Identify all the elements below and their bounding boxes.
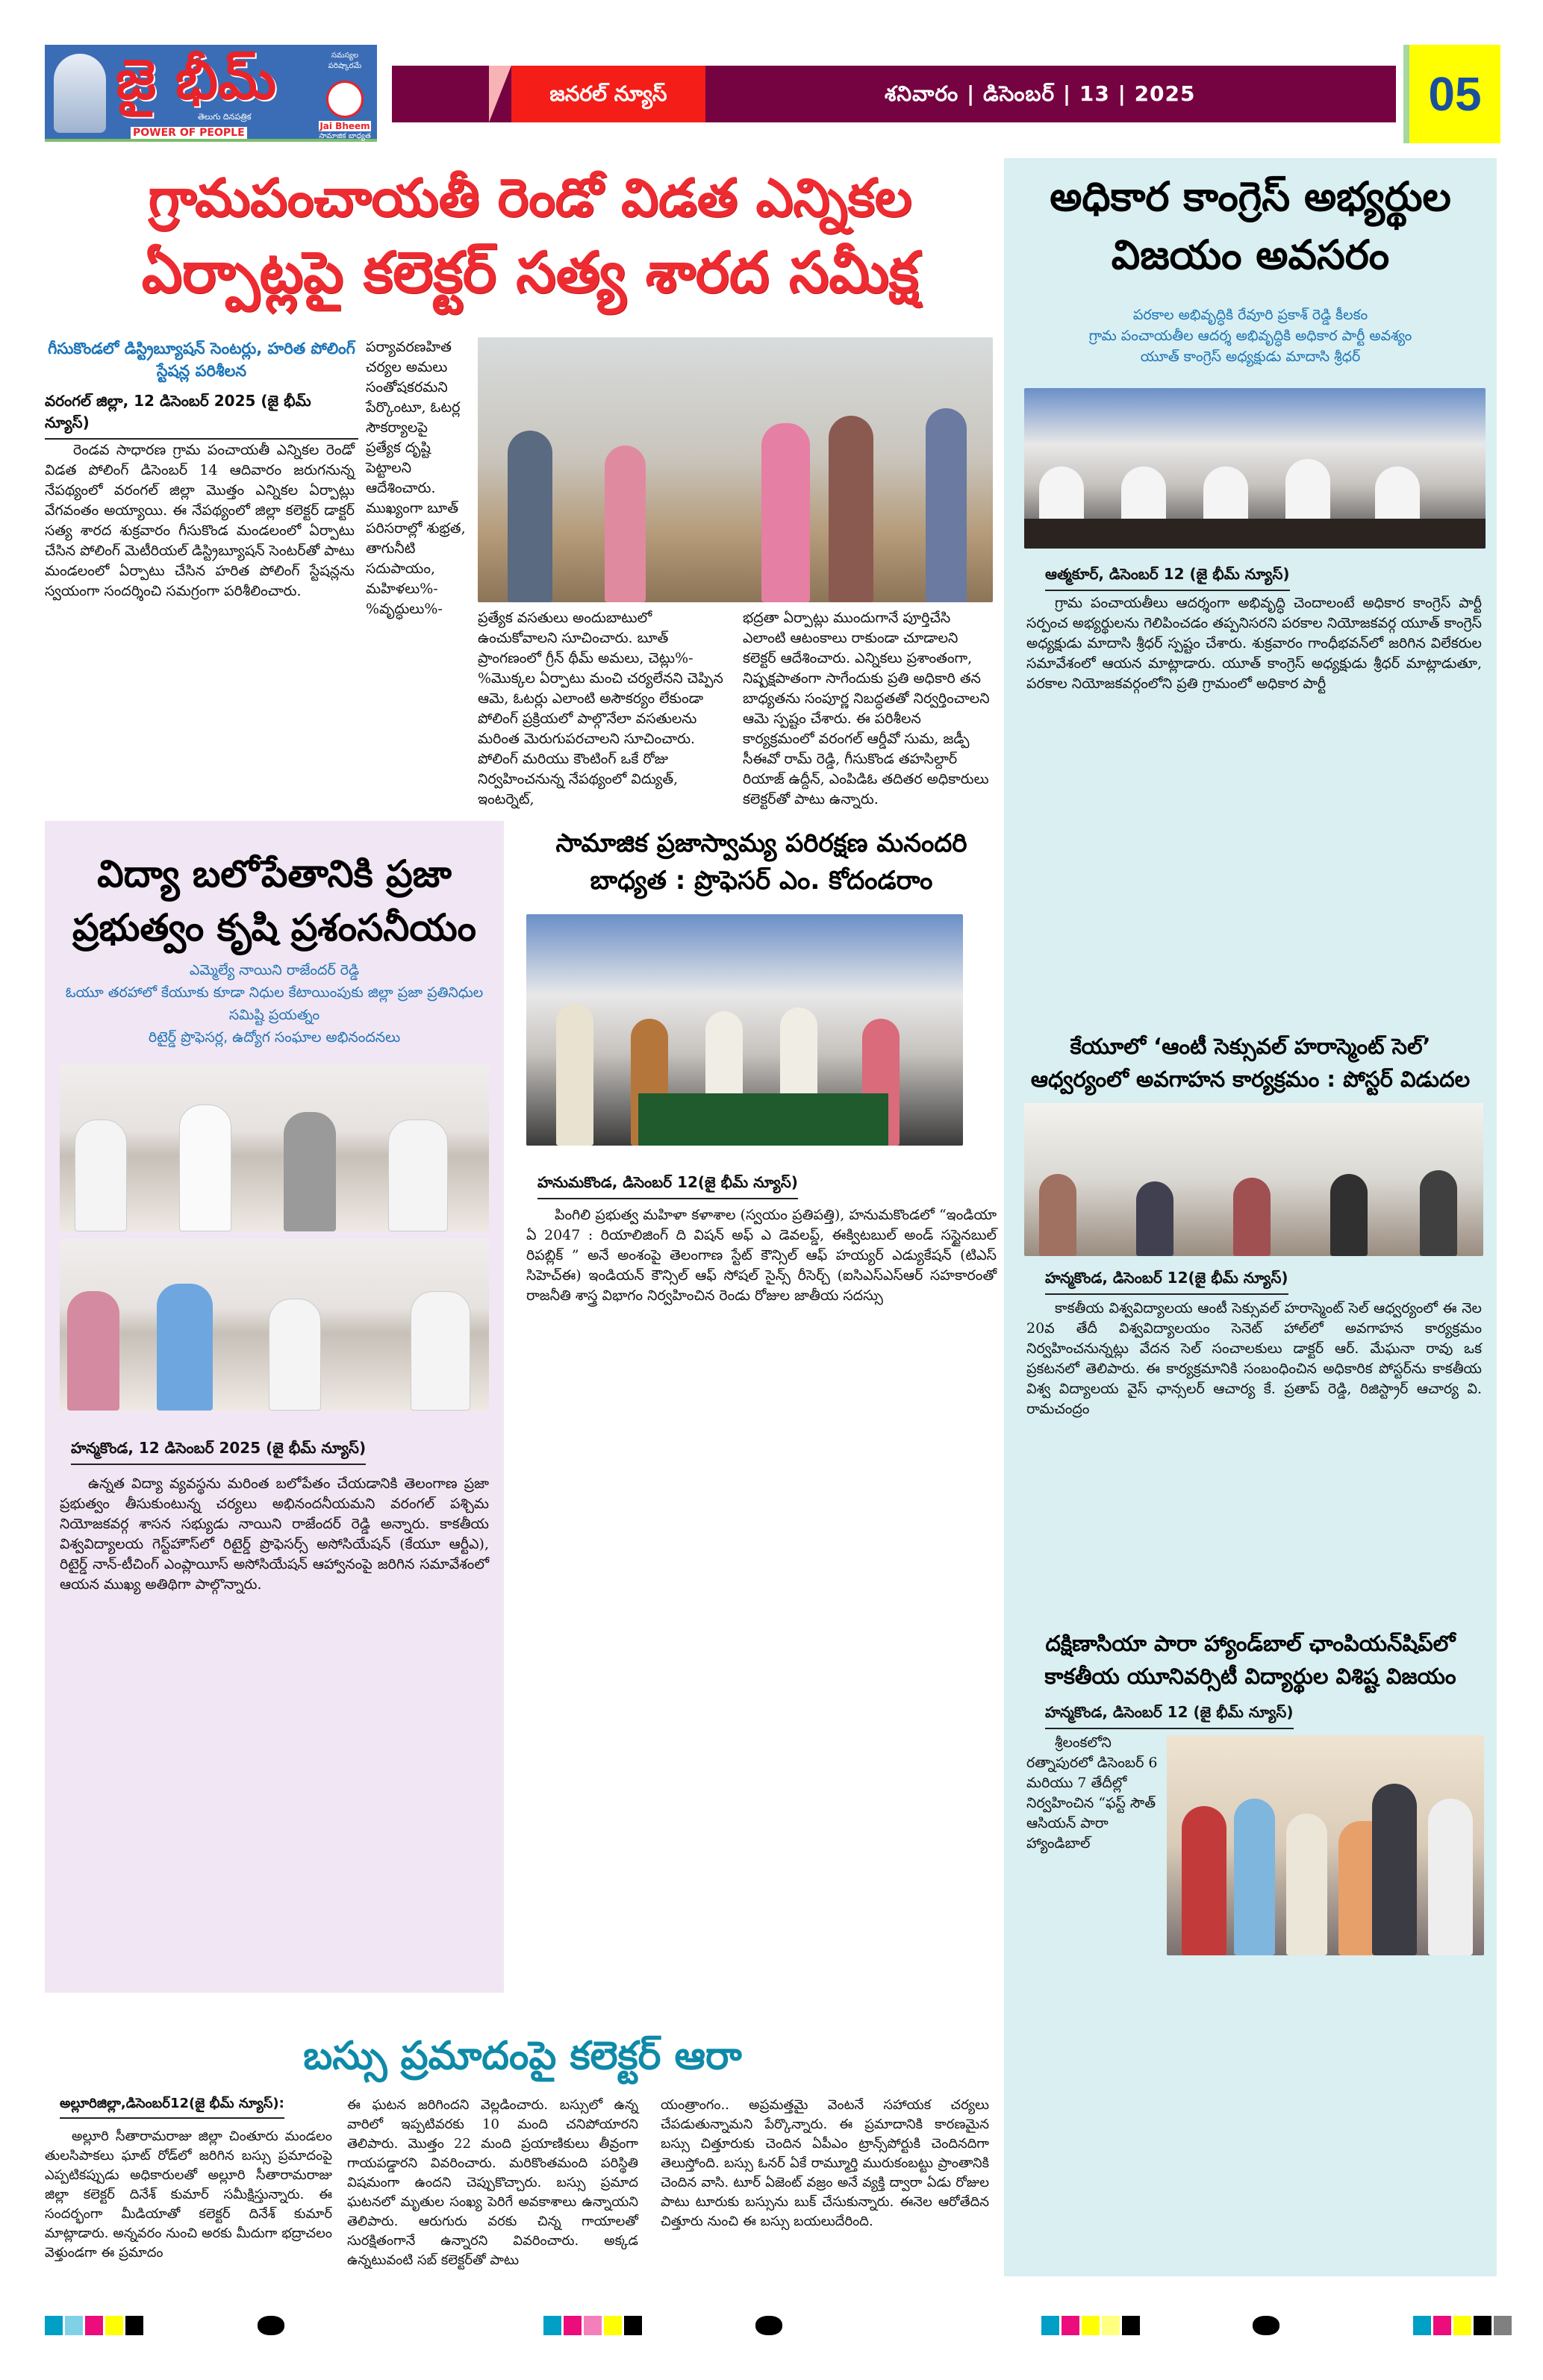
newspaper-logo — [45, 45, 377, 142]
education-dateline: హన్మకొండ, 12 డిసెంబర్ 2025 (జై భీమ్ న్యూస్) — [71, 1439, 366, 1465]
logo-side-bottom: సామాజిక బాధ్యత — [319, 132, 371, 140]
bus-body-paragraph: యంత్రాంగం.. అప్రమత్తమై వెంటనే సహాయక చర్యలు చేపడుతున్నామని పేర్కొన్నారు. ఈ ప్రమాదానికి కారణమైన బస్సు చిత్తూరుకు చెందిన ఏపీఎం ట్రాన్స్‌పోర్టుకి చెందినదిగా తెలుస్తోంది. బస్సు ఓనర్ ఏకే రామ్మూర్తి మురుకంబట్టు ప్రాంతానికి చెందిన వాసి. టూర్ ఏజెంట్ వజ్రం అనే వ్యక్తి ద్వారా ఏడు రోజుల పాటు టూరుకు బస్సును బుక్ చేసుకున్నారు. ఈనెల ఆరోతేదిన చిత్తూరు నుంచి ఈ బస్సు బయలుదేరింది. — [661, 2097, 989, 2229]
handball-dateline: హన్మకొండ, డిసెంబర్ 12 (జై భీమ్ న్యూస్) — [1045, 1703, 1294, 1729]
registration-mark — [755, 2316, 782, 2335]
education-subheads — [60, 959, 489, 1049]
bus-headline: బస్సు ప్రమాదంపై కలెక్టర్ ఆరా — [303, 2034, 742, 2078]
date-month: డిసెంబర్ — [982, 81, 1056, 106]
main-body-col1 — [45, 440, 355, 602]
congress-subhead-3: యూత్ కాంగ్రెస్ అధ్యక్షుడు మాదాసి శ్రీధర్ — [1140, 349, 1361, 365]
color-registration-bar — [543, 2316, 642, 2335]
issue-date: శనివారం | డిసెంబర్ | 13 | 2025 — [885, 81, 1196, 106]
date-year: 2025 — [1134, 81, 1196, 106]
handball-dateline-wrap — [1045, 1703, 1478, 1734]
ku-poster-release-photo — [1024, 1103, 1483, 1256]
header-bar — [392, 66, 1396, 122]
congress-subheads — [1015, 304, 1486, 367]
color-registration-bar — [1041, 2316, 1140, 2335]
bus-body-paragraph: ఈ ఘటన జరిగిందని వెల్లడించారు. బస్సులో ఉన్న వారిలో ఇప్పటివరకు 10 మంది చనిపోయారని తెలిపారు. మొత్తం 22 మంది ప్రయాణికులు తీవ్రంగా గాయపడ్డారని వివరించారు. మరికొంతమంది పరిస్థితి విషమంగా ఉందని చెప్పుకొచ్చారు. బస్సు ప్రమాద ఘటనలో మృతుల సంఖ్య పెరిగే అవకాశాలు ఉన్నాయని తెలిపారు. ఆరుగురు వరకు చిన్న గాయాలతో సురక్షితంగానే ఉన్నారని వివరించారు. అక్కడ ఉన్నటువంటి సబ్ కలెక్టర్‌తో పాటు — [347, 2097, 638, 2268]
main-dateline: వరంగల్ జిల్లా, 12 డిసెంబర్ 2025 (జై భీమ్ న్యూస్) — [45, 392, 358, 440]
education-body-paragraph: ఉన్నత విద్యా వ్యవస్థను మరింత బలోపేతం చేయడానికి తెలంగాణ ప్రజా ప్రభుత్వం తీసుకుంటున్న చర్యలు అభినందనీయమని వరంగల్ పశ్చిమ నియోజకవర్గ శాసన సభ్యుడు నాయిని రాజేందర్ రెడ్డి అన్నారు. కాకతీయ విశ్వవిద్యాలయ గెస్ట్‌హౌస్‌లో రిటైర్డ్ ప్రొఫెసర్స్ అసోసియేషన్ (కేయూ ఆర్టీఎ), రిటైర్డ్ నాన్-టీచింగ్ ఎంప్లాయీస్ అసోసియేషన్ ఆహ్వానంపై జరిగిన సమావేశంలో ఆయన ముఖ్య అతిథిగా పాల్గొన్నారు. — [60, 1475, 489, 1593]
main-body-paragraph: భద్రతా ఏర్పాట్లు ముందుగానే పూర్తిచేసి ఎలాంటి ఆటంకాలు రాకుండా చూడాలని కలెక్టర్ ఆదేశించారు. ఎన్నికలు ప్రశాంతంగా, నిష్పక్షపాతంగా సాగేందుకు ప్రతి అధికారి తన బాధ్యతను సంపూర్ణ నిబద్ధతతో నిర్వర్తించాలని ఆమె స్పష్టం చేశారు. ఈ పరిశీలన కార్యక్రమంలో వరంగల్ ఆర్డీవో సుమ, జడ్పీ సీఈవో రామ్ రెడ్డి, గీసుకొండ తహసిల్దార్ రియాజ్ ఉద్దీన్, ఎంపిడిఓ తదితర అధికారులు కలెక్టర్‌తో పాటు ఉన్నారు. — [743, 610, 990, 808]
section-label: జనరల్ న్యూస్ — [511, 66, 705, 122]
logo-subtitle: తెలుగు దినపత్రిక — [198, 112, 252, 122]
main-body-paragraph: ప్రత్యేక వసతులు అందుబాటులో ఉంచుకోవాలని సూచించారు. బూత్ ప్రాంగణంలో గ్రీన్ థీమ్ అమలు, చెట్లు%-%మొక్కల ఏర్పాటు మంచి చర్యలేనని చెప్పిన ఆమె, ఓటర్లు ఎలాంటి అసౌకర్యం లేకుండా పోలింగ్ ప్రక్రియలో పాల్గొనేలా వసతులను మరింత మెరుగుపరచాలని సూచించారు. పోలింగ్ మరియు కౌంటింగ్ ఒకే రోజు నిర్వహించనున్న నేపథ్యంలో విద్యుత్, ఇంటర్నెట్, — [478, 610, 723, 808]
handball-headline-line2: కాకతీయ యూనివర్సిటీ విద్యార్థుల విశిష్ట విజయం — [1044, 1664, 1456, 1689]
education-subhead-1: ఎమ్మెల్యే నాయిని రాజేందర్ రెడ్డి — [189, 962, 360, 978]
handball-winners-photo — [1167, 1735, 1484, 1955]
democracy-seminar-photo — [526, 914, 963, 1146]
main-dateline-wrap — [45, 392, 358, 444]
main-body-col4 — [743, 608, 993, 810]
registration-mark — [258, 2316, 284, 2335]
education-dateline-wrap — [71, 1439, 489, 1469]
page-number-box — [1403, 45, 1500, 143]
education-photo-1 — [60, 1063, 489, 1231]
ku-dateline-wrap — [1045, 1269, 1478, 1299]
ribbon-fold — [489, 66, 511, 122]
logo-tv-name: Jai Bheem — [319, 121, 370, 131]
date-day: శనివారం — [885, 81, 959, 106]
congress-body — [1026, 593, 1482, 694]
congress-headline: అధికార కాంగ్రెస్ అభ్యర్థుల విజయం అవసరం — [1050, 173, 1451, 278]
main-headline — [60, 160, 1000, 310]
ku-body — [1026, 1299, 1482, 1419]
congress-subhead-1: పరకాల అభివృద్ధికి రేవూరి ప్రకాశ్ రెడ్డి కీలకం — [1132, 307, 1368, 323]
logo-side-top: సమస్యల పరిష్కారమే — [328, 51, 362, 70]
education-subhead-2: ఓయూ తరహాలో కేయూకు కూడా నిధుల కేటాయింపుకు జిల్లా ప్రజా ప్రతినిధుల సమిష్టి ప్రయత్నం — [65, 984, 484, 1023]
handball-body-paragraph: శ్రీలంకలోని రత్నాపురలో డిసెంబర్ 6 మరియు 7 తేదీల్లో నిర్వహించిన “ఫస్ట్ సౌత్ ఆసియన్ పారా హ్యాండిబాల్ — [1026, 1734, 1158, 1852]
education-headline: విద్యా బలోపేతానికి ప్రజా ప్రభుత్వం కృషి ప్రశంసనీయం — [72, 852, 476, 949]
democracy-headline: సామాజిక ప్రజాస్వామ్య పరిరక్షణ మనందరి బాధ్యత : ప్రొఫెసర్ ఎం. కోదండరాం — [555, 828, 967, 896]
bus-body-col2 — [347, 2096, 638, 2270]
congress-body-paragraph: గ్రామ పంచాయతీలు ఆదర్శంగా అభివృద్ధి చెందాలంటే అధికార కాంగ్రెస్ పార్టీ సర్పంచ అభ్యర్థులను గెలిపించడం తప్పనిసరని పరకాల నియోజకవర్గ యూత్ కాంగ్రెస్ అధ్యక్షుడు మాదాసి శ్రీధర్ స్పష్టం చేశారు. శుక్రవారం గాంధీభవన్‌లో జరిగిన విలేకరుల సమావేశంలో ఆయన మాట్లాడారు. యూత్ కాంగ్రెస్ అధ్యక్షుడు శ్రీధర్ మాట్లాడుతూ, పరకాల నియోజకవర్గంలోని ప్రతి గ్రామంలో అధికార పార్టీ — [1026, 595, 1482, 692]
color-registration-bar — [45, 2316, 143, 2335]
democracy-dateline-wrap — [537, 1173, 985, 1204]
handball-body — [1026, 1733, 1161, 1854]
collector-inspection-photo — [478, 337, 993, 602]
logo-tagline: POWER OF PEOPLE — [131, 127, 247, 139]
main-headline-line2: ఏర్పాట్లపై కలెక్టర్ సత్య శారద సమీక్ష — [141, 239, 919, 305]
main-body-col3 — [478, 608, 732, 810]
ku-headline-line1: కేయూలో ‘ఆంటీ సెక్సువల్ హరాస్మెంట్ సెల్’ — [1070, 1034, 1431, 1059]
ku-dateline: హన్మకొండ, డిసెంబర్ 12(జై భీమ్ న్యూస్) — [1045, 1269, 1288, 1295]
education-photo-2 — [60, 1239, 489, 1411]
bus-dateline-wrap — [60, 2096, 328, 2123]
tv-emblem-icon — [326, 81, 364, 118]
main-body-paragraph: రెండవ సాధారణ గ్రామ పంచాయతీ ఎన్నికల రెండో విడత పోలింగ్ డిసెంబర్ 14 ఆదివారం జరుగనున్న నేపథ్యంలో వరంగల్ జిల్లా మొత్తం ఎన్నికల ఏర్పాట్లు వేగవంతం అయ్యాయి. ఈ నేపథ్యంలో జిల్లా కలెక్టర్ డాక్టర్ సత్య శారద శుక్రవారం గీసుకొండ మండలంలో ఏర్పాటు చేసిన పోలింగ్ మెటీరియల్ డిస్ట్రిబ్యూషన్ సెంటర్‌తో పాటు మండలంలో ఏర్పాటు చేసిన హరిత పోలింగ్ స్టేషన్లను స్వయంగా సందర్శించి సమగ్రంగా పరిశీలించారు. — [45, 442, 355, 599]
color-registration-bar — [1413, 2316, 1512, 2335]
democracy-dateline: హనుమకొండ, డిసెంబర్ 12(జై భీమ్ న్యూస్) — [537, 1173, 798, 1199]
bus-body-paragraph: అల్లూరి సీతారామరాజు జిల్లా చింతూరు మండలం తులసిపాకలు ఘాట్ రోడ్‌లో జరిగిన బస్సు ప్రమాదంపై ఎప్పటికప్పుడు అధికారులతో అల్లూరి సీతారామరాజు జిల్లా కలెక్టర్ దినేశ్ కుమార్ సమీక్షిస్తున్నారు. ఈ సందర్భంగా మీడియాతో కలెక్టర్ దినేశ్ కుమార్ మాట్లాడారు. అన్నవరం నుంచి అరకు మీదుగా భద్రాచలం వెళ్తుండగా ఈ ప్రమాదం — [45, 2128, 332, 2261]
handball-headline — [1015, 1627, 1486, 1693]
main-subhead: గీసుకొండలో డిస్ట్రిబ్యూషన్ సెంటర్లు, హరిత పోలింగ్ స్టేషన్ల పరిశీలన — [48, 340, 355, 380]
bus-body-col3 — [661, 2096, 989, 2231]
ku-body-paragraph: కాకతీయ విశ్వవిద్యాలయ ఆంటీ సెక్సువల్ హరాస్మెంట్ సెల్ ఆధ్వర్యంలో ఈ నెల 20వ తేదీ విశ్వవిద్యాలయం సెనెట్ హాల్‌లో అవగాహన కార్యక్రమం నిర్వహించనున్నట్లు వేదన సెల్ సంచాలకులు డాక్టర్ ఆర్. మేఘనా రావు ఒక ప్రకటనలో తెలిపారు. ఈ కార్యక్రమానికి సంబంధించిన అధికారిక పోస్టర్‌ను కాకతీయ విశ్వ విద్యాలయ వైస్ ఛాన్సలర్ ఆచార్య కే. ప్రతాప్ రెడ్డి, రిజిస్ట్రార్ ఆచార్య వి. రామచంద్రం — [1026, 1300, 1482, 1417]
congress-press-meet-photo — [1024, 388, 1486, 549]
congress-dateline: ఆత్మకూర్, డిసెంబర్ 12 (జై భీమ్ న్యూస్) — [1045, 565, 1290, 591]
congress-dateline-wrap — [1045, 565, 1478, 596]
main-headline-line1: గ్రామపంచాయతీ రెండో విడత ఎన్నికల — [148, 167, 912, 228]
education-body — [60, 1474, 489, 1595]
democracy-body — [526, 1205, 997, 1306]
ambedkar-portrait — [54, 54, 106, 133]
logo-title: జై భీమ్ — [116, 48, 277, 112]
ku-headline-line2: ఆధ్వర్యంలో అవగాహన కార్యక్రమం : పోస్టర్ విడుదల — [1030, 1066, 1471, 1092]
ku-headline — [1015, 1030, 1486, 1096]
date-day-number: 13 — [1079, 81, 1110, 106]
bus-dateline: అల్లూరిజిల్లా,డిసెంబర్12(జై భీమ్ న్యూస్): — [60, 2096, 284, 2119]
congress-subhead-2: గ్రామ పంచాయతీల ఆదర్శ అభివృద్ధికి అధికార పార్టీ అవశ్యం — [1088, 328, 1412, 344]
education-subhead-3: రిటైర్డ్ ప్రొఫెసర్ల, ఉద్యోగ సంఘాల అభినందనలు — [148, 1029, 401, 1046]
democracy-body-paragraph: పింగిలి ప్రభుత్వ మహిళా కళాశాల (స్వయం ప్రతిపత్తి), హనుమకొండలో “ఇండియా ఏ 2047 : రియాలిజింగ్ ది విషన్ అఫ్ ఎ డెవలప్డ్, ఈక్విటబుల్ అండ్ సస్టైనబుల్ రిపబ్లిక్ ” అనే అంశంపై తెలంగాణ స్టేట్ కౌన్సిల్ ఆఫ్ హయ్యర్ ఎడ్యుకేషన్ (టిఎస్ సిహెచ్ఈ) ఇండియన్ కౌన్సిల్ ఆఫ్ సోషల్ సైన్స్ రీసెర్చ్ (ఐసిఎస్ఎస్ఆర్ సహకారంతో రాజనీతి శాస్త్ర విభాగం నిర్వహించిన రెండు రోజుల జాతీయ సదస్సు — [526, 1207, 997, 1304]
bus-body-col1 — [45, 2127, 332, 2263]
main-body-col2 — [366, 337, 467, 619]
logo-side — [319, 51, 371, 142]
page-number: 05 — [1428, 67, 1482, 121]
handball-headline-line1: దక్షిణాసియా పారా హ్యాండ్‌బాల్ ఛాంపియన్‌షిప్‌లో — [1045, 1631, 1456, 1656]
registration-mark — [1253, 2316, 1279, 2335]
main-body-paragraph: పర్యావరణహిత చర్యల అమలు సంతోషకరమని పేర్కొంటూ, ఓటర్ల సౌకర్యాలపై ప్రత్యేక దృష్టి పెట్టాలని ఆదేశించారు. ముఖ్యంగా బూత్ పరిసరాల్లో శుభ్రత, తాగునీటి సదుపాయం, మహిళలు%-%వృద్ధులు%- — [366, 339, 466, 617]
